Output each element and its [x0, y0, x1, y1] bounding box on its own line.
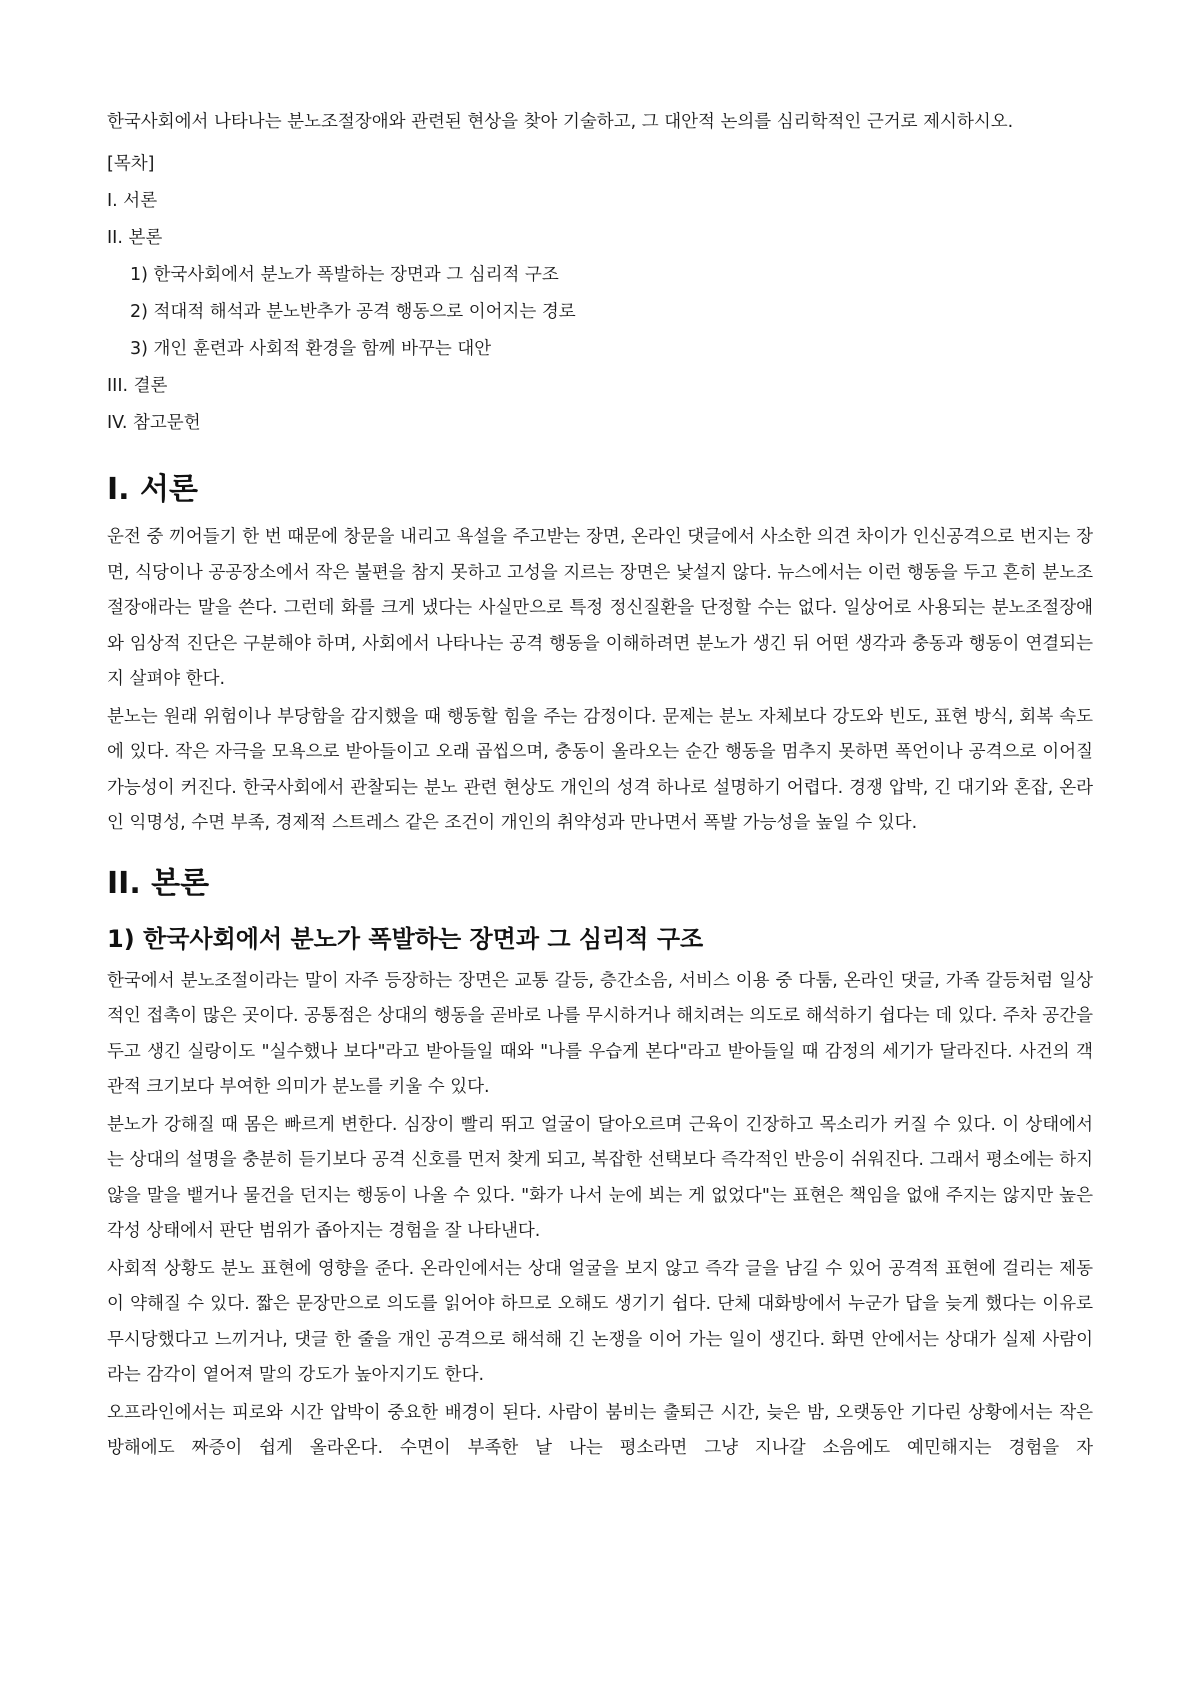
toc-item-conclusion: III. 결론 — [107, 376, 168, 396]
toc-subitem-2: 2) 적대적 해석과 분노반추가 공격 행동으로 이어지는 경로 — [130, 302, 576, 322]
assignment-question: 한국사회에서 나타나는 분노조절장애와 관련된 현상을 찾아 기술하고, 그 대안적 논의를 심리학적인 근거로 제시하시오. — [107, 112, 1014, 132]
toc-item-references: IV. 참고문헌 — [107, 413, 201, 433]
subsection-heading: 1) 한국사회에서 분노가 폭발하는 장면과 그 심리적 구조 — [107, 924, 704, 953]
section-heading: I. 서론 — [107, 472, 198, 507]
toc-item-main-body: II. 본론 — [107, 228, 163, 248]
section-introduction — [107, 470, 1093, 842]
table-of-contents — [107, 146, 1093, 442]
paragraph: 운전 중 끼어들기 한 번 때문에 창문을 내리고 욕설을 주고받는 장면, 온라인 댓글에서 사소한 의견 차이가 인신공격으로 번지는 장면, 식당이나 공공장소에서 작은 불편을 참지 못하고 고성을 지르는 장면은 낯설지 않다. 뉴스에서는 이런 행동을 두고 흔히 분노조절장애라는 말을 쓴다. 그런데 화를 크게 냈다는 사실만으로 특정 정신질환을 단정할 수는 없다. 일상어로 사용되는 분노조절장애와 임상적 진단은 구분해야 하며, 사회에서 나타나는 공격 행동을 이해하려면 분노가 생긴 뒤 어떤 생각과 충동과 행동이 연결되는지 살펴야 한다. — [107, 527, 1093, 689]
toc-title: [목차] — [107, 154, 155, 174]
paragraph: 분노는 원래 위험이나 부당함을 감지했을 때 행동할 힘을 주는 감정이다. 문제는 분노 자체보다 강도와 빈도, 표현 방식, 회복 속도에 있다. 작은 자극을 모욕으로 받아들이고 오래 곱씹으며, 충동이 올라오는 순간 행동을 멈추지 못하면 폭언이나 공격으로 이어질 가능성이 커진다. 한국사회에서 관찰되는 분노 관련 현상도 개인의 성격 하나로 설명하기 어렵다. 경쟁 압박, 긴 대기와 혼잡, 온라인 익명성, 수면 부족, 경제적 스트레스 같은 조건이 개인의 취약성과 만나면서 폭발 가능성을 높일 수 있다. — [107, 706, 1093, 833]
paragraph: 한국에서 분노조절이라는 말이 자주 등장하는 장면은 교통 갈등, 층간소음, 서비스 이용 중 다툼, 온라인 댓글, 가족 갈등처럼 일상적인 접촉이 많은 곳이다. 공통점은 상대의 행동을 곧바로 나를 무시하거나 해치려는 의도로 해석하기 쉽다는 데 있다. 주차 공간을 두고 생긴 실랑이도 "실수했나 보다"라고 받아들일 때와 "나를 우습게 본다"라고 받아들일 때 감정의 세기가 달라진다. 사건의 객관적 크기보다 부여한 의미가 분노를 키울 수 있다. — [107, 970, 1093, 1097]
toc-subitem-3: 3) 개인 훈련과 사회적 환경을 함께 바꾸는 대안 — [130, 339, 492, 359]
paragraph: 오프라인에서는 피로와 시간 압박이 중요한 배경이 된다. 사람이 붐비는 출퇴근 시간, 늦은 밤, 오랫동안 기다린 상황에서는 작은 방해에도 짜증이 쉽게 올라온다. 수면이 부족한 날 나는 평소라면 그냥 지나갈 소음에도 예민해지는 경험을 자 — [107, 1402, 1093, 1458]
toc-item-introduction: I. 서론 — [107, 191, 158, 211]
toc-subitem-1: 1) 한국사회에서 분노가 폭발하는 장면과 그 심리적 구조 — [130, 265, 559, 285]
section-main-body — [107, 864, 1093, 1467]
paragraph: 분노가 강해질 때 몸은 빠르게 변한다. 심장이 빨리 뛰고 얼굴이 달아오르며 근육이 긴장하고 목소리가 커질 수 있다. 이 상태에서는 상대의 설명을 충분히 듣기보다 공격 신호를 먼저 찾게 되고, 복잡한 선택보다 즉각적인 반응이 쉬워진다. 그래서 평소에는 하지 않을 말을 뱉거나 물건을 던지는 행동이 나올 수 있다. "화가 나서 눈에 뵈는 게 없었다"는 표현은 책임을 없애 주지는 않지만 높은 각성 상태에서 판단 범위가 좁아지는 경험을 잘 나타낸다. — [107, 1114, 1093, 1241]
section-heading: II. 본론 — [107, 865, 210, 901]
paragraph: 사회적 상황도 분노 표현에 영향을 준다. 온라인에서는 상대 얼굴을 보지 않고 즉각 글을 남길 수 있어 공격적 표현에 걸리는 제동이 약해질 수 있다. 짧은 문장만으로 의도를 읽어야 하므로 오해도 생기기 쉽다. 단체 대화방에서 누군가 답을 늦게 했다는 이유로 무시당했다고 느끼거나, 댓글 한 줄을 개인 공격으로 해석해 긴 논쟁을 이어 가는 일이 생긴다. 화면 안에서는 상대가 실제 사람이라는 감각이 옅어져 말의 강도가 높아지기도 한다. — [107, 1258, 1093, 1385]
subsection — [107, 922, 1093, 1467]
